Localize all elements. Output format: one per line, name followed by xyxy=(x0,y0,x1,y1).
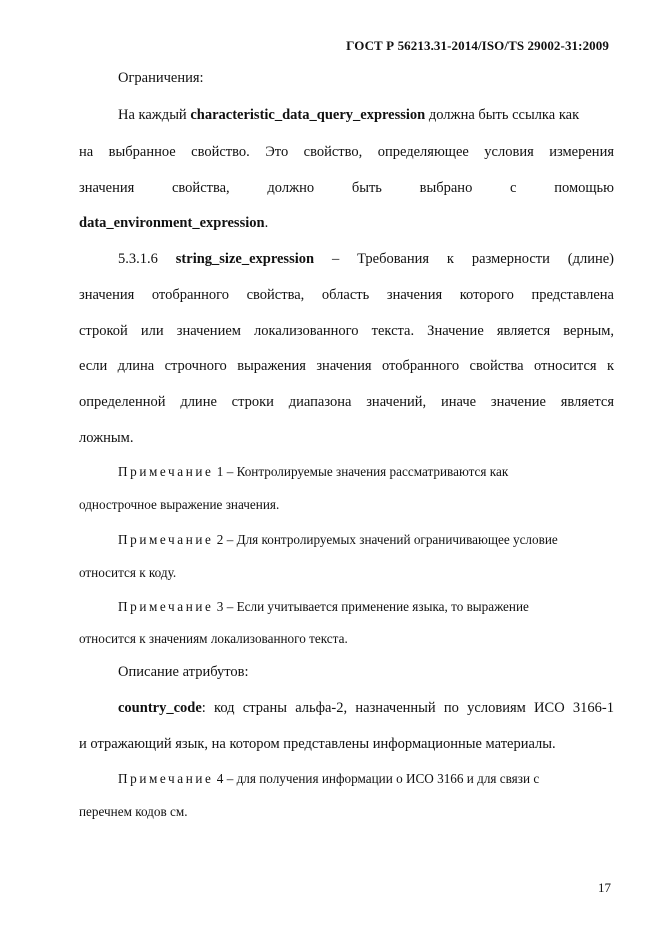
note-2-continuation: относится к коду. xyxy=(79,565,177,580)
note-2 xyxy=(118,531,614,549)
note-4 xyxy=(118,770,614,788)
note-label: Примечание xyxy=(118,532,214,547)
note-1-continuation: однострочное выражение значения. xyxy=(79,497,280,512)
paragraph-line: определенной длине строки диапазона значений, иначе значение является xyxy=(79,394,614,410)
paragraph-line: на выбранное свойство. Это свойство, определяющее условия измерения xyxy=(79,144,614,160)
term-string-size-expression: string_size_expression xyxy=(175,251,315,267)
note-label: Примечание xyxy=(118,771,214,786)
text-run: . xyxy=(264,215,269,231)
section-5-3-1-6-line xyxy=(118,250,614,268)
paragraph-line xyxy=(118,699,614,717)
term-characteristic-data-query-expression: characteristic_data_query_expression xyxy=(190,107,426,123)
section-number: 5.3.1.6 xyxy=(118,251,176,267)
text-run: На каждый xyxy=(118,107,191,123)
note-4-continuation: перечнем кодов см. xyxy=(79,804,188,819)
text-run: – Требования к размерности (длине) xyxy=(314,251,614,267)
paragraph-line: ложным. xyxy=(79,430,134,446)
text-run: : код страны альфа-2, назначенный по условиям ИСО 3166-1 xyxy=(201,700,614,716)
paragraph-line xyxy=(79,214,614,232)
standard-header: ГОСТ Р 56213.31-2014/ISO/TS 29002-31:2009 xyxy=(346,38,609,53)
term-data-environment-expression: data_environment_expression xyxy=(79,215,265,231)
paragraph-line: значения свойства, должно быть выбрано с помощью xyxy=(79,180,614,196)
note-text: 4 – для получения информации о ИСО 3166 и для связи с xyxy=(213,771,540,786)
term-country-code: country_code xyxy=(118,700,202,716)
note-3 xyxy=(118,598,614,616)
note-label: Примечание xyxy=(118,464,214,479)
paragraph-line: если длина строчного выражения значения отобранного свойства относится к xyxy=(79,358,614,374)
paragraph-line: и отражающий язык, на котором представлены информационные материалы. xyxy=(79,736,556,752)
note-3-continuation: относится к значениям локализованного текста. xyxy=(79,631,348,646)
paragraph-line: строкой или значением локализованного текста. Значение является верным, xyxy=(79,323,614,339)
note-1 xyxy=(118,463,614,481)
page-number: 17 xyxy=(598,880,611,895)
note-text: 2 – Для контролируемых значений ограничивающее условие xyxy=(213,532,558,547)
attributes-heading: Описание атрибутов: xyxy=(118,664,249,680)
limits-heading: Ограничения: xyxy=(118,70,204,86)
paragraph-line xyxy=(118,106,614,124)
paragraph-line: значения отобранного свойства, область значения которого представлена xyxy=(79,287,614,303)
text-run: должна быть ссылка как xyxy=(425,107,580,123)
note-label: Примечание xyxy=(118,599,214,614)
note-text: 3 – Если учитывается применение языка, то выражение xyxy=(213,599,529,614)
note-text: 1 – Контролируемые значения рассматриваются как xyxy=(213,464,509,479)
